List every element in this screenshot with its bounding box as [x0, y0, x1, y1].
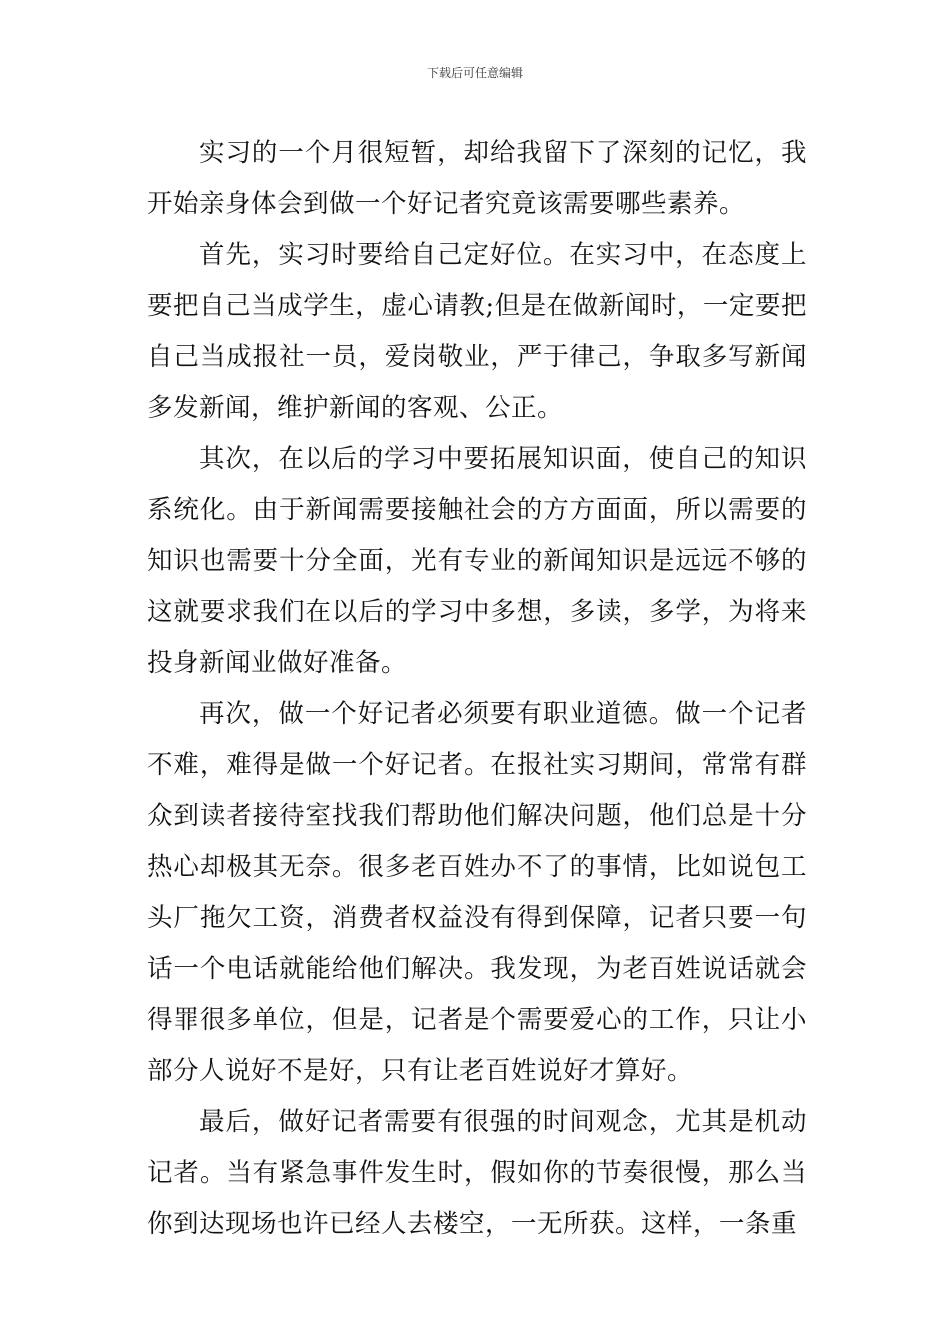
document-body [147, 128, 807, 1250]
paragraph-3: 其次，在以后的学习中要拓展知识面，使自己的知识系统化。由于新闻需要接触社会的方方面面，所以需要的知识也需要十分全面，光有专业的新闻知识是远远不够的这就要求我们在以后的学习中多想，多读，多学，为将来投身新闻业做好准备。 [147, 444, 807, 678]
paragraph-1: 实习的一个月很短暂，却给我留下了深刻的记忆，我开始亲身体会到做一个好记者究竟该需要哪些素养。 [147, 138, 807, 219]
paragraph-2: 首先，实习时要给自己定好位。在实习中，在态度上要把自己当成学生，虚心请教;但是在做新闻时，一定要把自己当成报社一员，爱岗敬业，严于律己，争取多写新闻多发新闻，维护新闻的客观、公正。 [147, 240, 807, 423]
paragraph-4: 再次，做一个好记者必须要有职业道德。做一个记者不难，难得是做一个好记者。在报社实习期间，常常有群众到读者接待室找我们帮助他们解决问题，他们总是十分热心却极其无奈。很多老百姓办不了的事情，比如说包工头厂拖欠工资，消费者权益没有得到保障，记者只要一句话一个电话就能给他们解决。我发现，为老百姓说话就会得罪很多单位，但是，记者是个需要爱心的工作，只让小部分人说好不是好，只有让老百姓说好才算好。 [147, 699, 807, 1086]
paragraph-5: 最后，做好记者需要有很强的时间观念，尤其是机动记者。当有紧急事件发生时，假如你的节奏很慢，那么当你到达现场也许已经人去楼空，一无所获。这样，一条重 [147, 1107, 807, 1239]
header-note: 下载后可任意编辑 [426, 66, 523, 80]
